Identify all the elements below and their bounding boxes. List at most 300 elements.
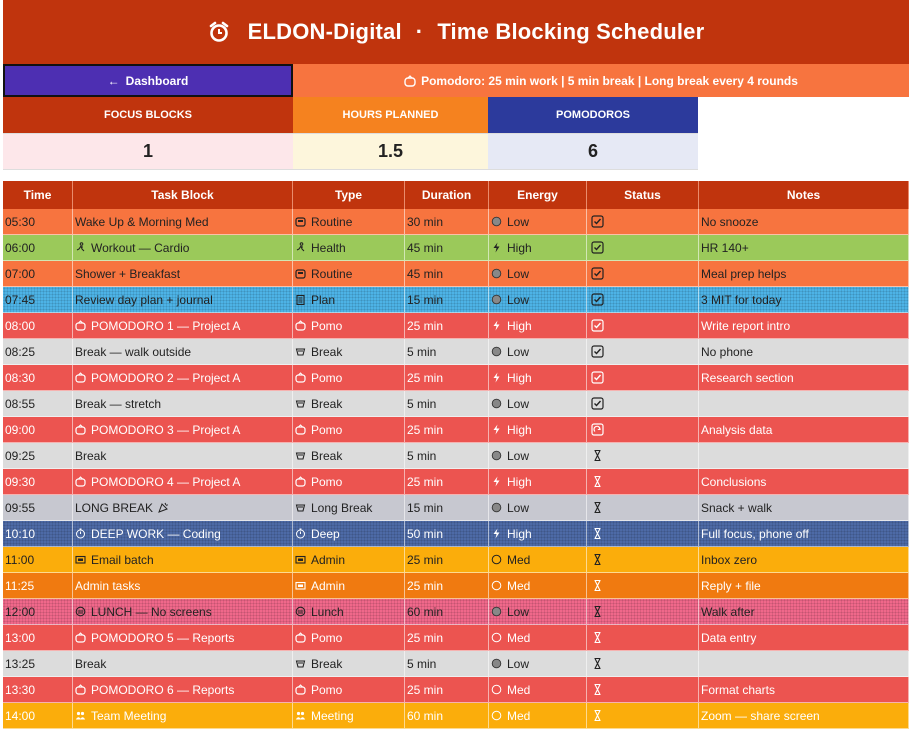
- cell-energy[interactable]: [489, 651, 587, 677]
- cell-task-block[interactable]: [73, 287, 293, 313]
- cell-task-block[interactable]: [73, 651, 293, 677]
- cell-time[interactable]: [3, 547, 73, 573]
- cell-status[interactable]: [587, 339, 699, 365]
- cell-energy[interactable]: [489, 599, 587, 625]
- type-value: Plan: [311, 292, 336, 307]
- cell-time[interactable]: [3, 391, 73, 417]
- task-value: POMODORO 4 — Project A: [91, 474, 241, 489]
- table-row[interactable]: [3, 365, 909, 391]
- cell-duration[interactable]: [405, 287, 489, 313]
- cell-duration[interactable]: [405, 547, 489, 573]
- cell-notes[interactable]: [699, 547, 909, 573]
- cell-type[interactable]: [293, 677, 405, 703]
- cell-status[interactable]: [587, 391, 699, 417]
- duration-value: 25 min: [407, 552, 444, 567]
- cell-status[interactable]: [587, 469, 699, 495]
- status-pending-icon[interactable]: [591, 475, 604, 488]
- tomato-icon: [295, 320, 306, 331]
- table-row[interactable]: [3, 209, 909, 235]
- task-value: POMODORO 2 — Project A: [91, 370, 241, 385]
- status-done-icon[interactable]: [591, 345, 604, 358]
- time-value: 07:45: [5, 292, 36, 307]
- cell-notes[interactable]: [699, 443, 909, 469]
- cell-duration[interactable]: [405, 521, 489, 547]
- cell-status[interactable]: [587, 287, 699, 313]
- duration-value: 5 min: [407, 448, 437, 463]
- notes-value: Write report intro: [701, 318, 791, 333]
- duration-value: 25 min: [407, 422, 444, 437]
- cell-type[interactable]: [293, 469, 405, 495]
- cell-energy[interactable]: [489, 625, 587, 651]
- cell-status[interactable]: [587, 651, 699, 677]
- cell-type[interactable]: [293, 625, 405, 651]
- status-pending-icon[interactable]: [591, 553, 604, 566]
- status-pending-icon[interactable]: [591, 501, 604, 514]
- energy-value: Low: [507, 344, 530, 359]
- time-value: 13:30: [5, 682, 36, 697]
- time-value: 08:55: [5, 396, 36, 411]
- time-value: 07:00: [5, 266, 36, 281]
- status-pending-icon[interactable]: [591, 449, 604, 462]
- energy-value: Low: [507, 214, 530, 229]
- task-value: LUNCH — No screens: [91, 604, 212, 619]
- table-row[interactable]: [3, 287, 909, 313]
- task-value: POMODORO 1 — Project A: [91, 318, 241, 333]
- time-value: 13:00: [5, 630, 36, 645]
- cell-duration[interactable]: [405, 495, 489, 521]
- cell-notes[interactable]: [699, 625, 909, 651]
- column-header-energy[interactable]: Energy: [489, 181, 587, 209]
- cell-status[interactable]: [587, 443, 699, 469]
- cell-time[interactable]: [3, 677, 73, 703]
- cell-energy[interactable]: [489, 469, 587, 495]
- type-value: Pomo: [311, 474, 343, 489]
- ring-icon: [491, 684, 502, 695]
- cell-duration[interactable]: [405, 625, 489, 651]
- task-value: POMODORO 3 — Project A: [91, 422, 241, 437]
- bolt-icon: [491, 372, 502, 383]
- cell-duration[interactable]: [405, 339, 489, 365]
- cell-task-block[interactable]: [73, 469, 293, 495]
- type-value: Admin: [311, 552, 346, 567]
- cell-duration[interactable]: [405, 313, 489, 339]
- cell-duration[interactable]: [405, 599, 489, 625]
- cell-task-block[interactable]: [73, 261, 293, 287]
- cell-type[interactable]: [293, 365, 405, 391]
- energy-value: Med: [507, 578, 531, 593]
- stopwatch-icon: [75, 528, 86, 539]
- circle-icon: [491, 346, 502, 357]
- cell-time[interactable]: [3, 339, 73, 365]
- cell-task-block[interactable]: [73, 703, 293, 729]
- envelope-icon: [75, 554, 86, 565]
- tomato-icon: [295, 632, 306, 643]
- status-done-icon[interactable]: [591, 397, 604, 410]
- cell-task-block[interactable]: [73, 313, 293, 339]
- cell-energy[interactable]: [489, 261, 587, 287]
- cell-notes[interactable]: [699, 417, 909, 443]
- cell-notes[interactable]: [699, 573, 909, 599]
- table-row[interactable]: [3, 391, 909, 417]
- task-value: Break: [75, 448, 107, 463]
- back-arrow-icon: ←: [107, 73, 120, 88]
- table-row[interactable]: [3, 703, 909, 729]
- cell-status[interactable]: [587, 261, 699, 287]
- duration-value: 45 min: [407, 240, 444, 255]
- tomato-icon: [75, 632, 86, 643]
- table-row[interactable]: [3, 651, 909, 677]
- cell-time[interactable]: [3, 261, 73, 287]
- cell-duration[interactable]: [405, 677, 489, 703]
- cell-notes[interactable]: [699, 469, 909, 495]
- time-value: 08:00: [5, 318, 36, 333]
- time-value: 12:00: [5, 604, 36, 619]
- bolt-icon: [491, 320, 502, 331]
- cell-type[interactable]: [293, 339, 405, 365]
- cell-type[interactable]: [293, 417, 405, 443]
- task-value: POMODORO 5 — Reports: [91, 630, 235, 645]
- cell-type[interactable]: [293, 443, 405, 469]
- column-header-notes[interactable]: Notes: [699, 181, 909, 209]
- time-value: 10:10: [5, 526, 36, 541]
- cell-type[interactable]: [293, 573, 405, 599]
- task-value: Team Meeting: [91, 708, 167, 723]
- table-row[interactable]: [3, 469, 909, 495]
- duration-value: 5 min: [407, 656, 437, 671]
- cell-energy[interactable]: [489, 703, 587, 729]
- cell-duration[interactable]: [405, 573, 489, 599]
- cell-task-block[interactable]: [73, 209, 293, 235]
- table-row[interactable]: [3, 547, 909, 573]
- cell-type[interactable]: [293, 287, 405, 313]
- cell-status[interactable]: [587, 677, 699, 703]
- cell-task-block[interactable]: [73, 547, 293, 573]
- pomodoro-info-bar: [293, 64, 909, 97]
- notes-value: Analysis data: [701, 422, 773, 437]
- cell-task-block[interactable]: [73, 443, 293, 469]
- envelope-icon: [295, 580, 306, 591]
- cell-energy[interactable]: [489, 521, 587, 547]
- type-value: Routine: [311, 266, 353, 281]
- cell-duration[interactable]: [405, 391, 489, 417]
- duration-value: 5 min: [407, 396, 437, 411]
- cell-status[interactable]: [587, 521, 699, 547]
- time-value: 09:00: [5, 422, 36, 437]
- type-value: Deep: [311, 526, 340, 541]
- cell-duration[interactable]: [405, 365, 489, 391]
- type-value: Pomo: [311, 682, 343, 697]
- table-row[interactable]: [3, 313, 909, 339]
- circle-icon: [491, 294, 502, 305]
- cell-energy[interactable]: [489, 287, 587, 313]
- cell-energy[interactable]: [489, 339, 587, 365]
- table-row[interactable]: [3, 521, 909, 547]
- cell-notes[interactable]: [699, 677, 909, 703]
- cell-time[interactable]: [3, 573, 73, 599]
- cell-status[interactable]: [587, 235, 699, 261]
- table-row[interactable]: [3, 495, 909, 521]
- kpi-label-pomodoros: POMODOROS: [488, 97, 698, 133]
- cell-time[interactable]: [3, 209, 73, 235]
- status-pending-icon[interactable]: [591, 631, 604, 644]
- kpi-label-focus-blocks: FOCUS BLOCKS: [3, 97, 293, 133]
- energy-value: Med: [507, 708, 531, 723]
- cell-duration[interactable]: [405, 235, 489, 261]
- type-value: Pomo: [311, 318, 343, 333]
- cell-time[interactable]: [3, 287, 73, 313]
- cell-task-block[interactable]: [73, 677, 293, 703]
- task-value: Shower + Breakfast: [75, 266, 181, 281]
- cell-task-block[interactable]: [73, 521, 293, 547]
- pomodoro-info-text: Pomodoro: 25 min work | 5 min break | Long break every 4 rounds: [421, 73, 798, 88]
- cell-time[interactable]: [3, 443, 73, 469]
- cell-status[interactable]: [587, 313, 699, 339]
- cell-notes[interactable]: [699, 339, 909, 365]
- cell-energy[interactable]: [489, 209, 587, 235]
- cell-task-block[interactable]: [73, 573, 293, 599]
- column-header-task-block[interactable]: Task Block: [73, 181, 293, 209]
- cell-notes[interactable]: [699, 365, 909, 391]
- cell-duration[interactable]: [405, 417, 489, 443]
- cell-task-block[interactable]: [73, 235, 293, 261]
- status-pending-icon[interactable]: [591, 579, 604, 592]
- status-pending-icon[interactable]: [591, 657, 604, 670]
- cell-type[interactable]: [293, 599, 405, 625]
- cell-type[interactable]: [293, 547, 405, 573]
- energy-value: High: [507, 526, 532, 541]
- energy-value: Med: [507, 552, 531, 567]
- table-row[interactable]: [3, 235, 909, 261]
- energy-value: Low: [507, 292, 530, 307]
- type-value: Long Break: [311, 500, 373, 515]
- cell-type[interactable]: [293, 391, 405, 417]
- cell-energy[interactable]: [489, 547, 587, 573]
- cell-time[interactable]: [3, 365, 73, 391]
- cell-task-block[interactable]: [73, 495, 293, 521]
- cell-status[interactable]: [587, 495, 699, 521]
- cell-status[interactable]: [587, 417, 699, 443]
- table-row[interactable]: [3, 443, 909, 469]
- cell-status[interactable]: [587, 625, 699, 651]
- cell-type[interactable]: [293, 703, 405, 729]
- duration-value: 25 min: [407, 474, 444, 489]
- cell-notes[interactable]: [699, 651, 909, 677]
- kpi-value-hours-planned: 1.5: [293, 133, 488, 170]
- cell-status[interactable]: [587, 599, 699, 625]
- party-icon: [158, 502, 169, 513]
- status-done-icon[interactable]: [591, 293, 604, 306]
- duration-value: 50 min: [407, 526, 444, 541]
- cell-status[interactable]: [587, 573, 699, 599]
- cell-notes[interactable]: [699, 313, 909, 339]
- cell-status[interactable]: [587, 703, 699, 729]
- table-row[interactable]: [3, 625, 909, 651]
- duration-value: 25 min: [407, 630, 444, 645]
- cell-duration[interactable]: [405, 469, 489, 495]
- cell-notes[interactable]: [699, 521, 909, 547]
- status-pending-icon[interactable]: [591, 709, 604, 722]
- time-value: 11:25: [5, 578, 35, 593]
- cell-type[interactable]: [293, 495, 405, 521]
- time-value: 08:30: [5, 370, 36, 385]
- time-value: 09:25: [5, 448, 36, 463]
- cell-time[interactable]: [3, 235, 73, 261]
- cell-notes[interactable]: [699, 391, 909, 417]
- kpi-label-hours-planned: HOURS PLANNED: [293, 97, 488, 133]
- column-header-duration[interactable]: Duration: [405, 181, 489, 209]
- cell-time[interactable]: [3, 625, 73, 651]
- cell-energy[interactable]: [489, 391, 587, 417]
- ring-icon: [491, 580, 502, 591]
- envelope-icon: [295, 554, 306, 565]
- cell-energy[interactable]: [489, 313, 587, 339]
- table-row[interactable]: [3, 417, 909, 443]
- cell-type[interactable]: [293, 235, 405, 261]
- tomato-icon: [295, 476, 306, 487]
- cell-task-block[interactable]: [73, 391, 293, 417]
- duration-value: 45 min: [407, 266, 444, 281]
- task-value: Break: [75, 656, 107, 671]
- column-header-type[interactable]: Type: [293, 181, 405, 209]
- energy-value: Med: [507, 682, 531, 697]
- notes-value: No phone: [701, 344, 754, 359]
- cell-notes[interactable]: [699, 235, 909, 261]
- energy-value: Low: [507, 604, 530, 619]
- cell-energy[interactable]: [489, 235, 587, 261]
- cell-time[interactable]: [3, 599, 73, 625]
- cell-energy[interactable]: [489, 365, 587, 391]
- people-icon: [75, 710, 86, 721]
- circle-icon: [491, 398, 502, 409]
- type-value: Break: [311, 656, 343, 671]
- dashboard-button-label: Dashboard: [125, 73, 189, 88]
- app-banner: [3, 0, 909, 64]
- cup-icon: [295, 450, 306, 461]
- cell-type[interactable]: [293, 521, 405, 547]
- cell-status[interactable]: [587, 547, 699, 573]
- energy-value: Low: [507, 656, 530, 671]
- cell-duration[interactable]: [405, 443, 489, 469]
- kpi-value-pomodoros: 6: [488, 133, 698, 170]
- table-row[interactable]: [3, 339, 909, 365]
- dashboard-button[interactable]: [3, 64, 293, 97]
- status-pending-icon[interactable]: [591, 683, 604, 696]
- cell-notes[interactable]: [699, 287, 909, 313]
- cell-energy[interactable]: [489, 495, 587, 521]
- bowl-icon: [75, 606, 86, 617]
- cell-task-block[interactable]: [73, 599, 293, 625]
- cell-task-block[interactable]: [73, 625, 293, 651]
- task-value: DEEP WORK — Coding: [91, 526, 221, 541]
- cell-energy[interactable]: [489, 677, 587, 703]
- cell-duration[interactable]: [405, 703, 489, 729]
- duration-value: 25 min: [407, 318, 444, 333]
- notes-value: Conclusions: [701, 474, 767, 489]
- cell-time[interactable]: [3, 651, 73, 677]
- cell-time[interactable]: [3, 313, 73, 339]
- cell-time[interactable]: [3, 469, 73, 495]
- status-done-icon[interactable]: [591, 319, 604, 332]
- column-header-status[interactable]: Status: [587, 181, 699, 209]
- ring-icon: [491, 554, 502, 565]
- cell-type[interactable]: [293, 313, 405, 339]
- time-value: 09:30: [5, 474, 36, 489]
- status-in-progress-icon[interactable]: [591, 423, 604, 436]
- task-value: Workout — Cardio: [91, 240, 190, 255]
- people-icon: [295, 710, 306, 721]
- cell-duration[interactable]: [405, 261, 489, 287]
- cell-task-block[interactable]: [73, 339, 293, 365]
- time-value: 08:25: [5, 344, 36, 359]
- table-row[interactable]: [3, 573, 909, 599]
- status-done-icon[interactable]: [591, 215, 604, 228]
- status-pending-icon[interactable]: [591, 527, 604, 540]
- cell-time[interactable]: [3, 495, 73, 521]
- time-value: 09:55: [5, 500, 36, 515]
- cell-energy[interactable]: [489, 417, 587, 443]
- table-row[interactable]: [3, 261, 909, 287]
- cell-notes[interactable]: [699, 261, 909, 287]
- table-row[interactable]: [3, 599, 909, 625]
- status-done-icon[interactable]: [591, 241, 604, 254]
- cell-energy[interactable]: [489, 443, 587, 469]
- cell-notes[interactable]: [699, 703, 909, 729]
- cell-type[interactable]: [293, 651, 405, 677]
- cell-status[interactable]: [587, 365, 699, 391]
- cup-icon: [295, 346, 306, 357]
- cell-duration[interactable]: [405, 651, 489, 677]
- status-pending-icon[interactable]: [591, 605, 604, 618]
- notes-value: 3 MIT for today: [701, 292, 782, 307]
- status-done-icon[interactable]: [591, 371, 604, 384]
- cell-time[interactable]: [3, 521, 73, 547]
- cell-notes[interactable]: [699, 209, 909, 235]
- cell-time[interactable]: [3, 417, 73, 443]
- cell-type[interactable]: [293, 261, 405, 287]
- duration-value: 25 min: [407, 682, 444, 697]
- energy-value: Low: [507, 396, 530, 411]
- notes-value: Data entry: [701, 630, 757, 645]
- notes-value: Research section: [701, 370, 794, 385]
- circle-icon: [491, 450, 502, 461]
- circle-icon: [491, 268, 502, 279]
- cell-type[interactable]: [293, 209, 405, 235]
- duration-value: 60 min: [407, 708, 444, 723]
- cell-energy[interactable]: [489, 573, 587, 599]
- tomato-icon: [295, 372, 306, 383]
- cup-icon: [295, 658, 306, 669]
- app-subtitle: Time Blocking Scheduler: [437, 19, 705, 44]
- notes-value: Full focus, phone off: [701, 526, 809, 541]
- cell-notes[interactable]: [699, 495, 909, 521]
- energy-value: High: [507, 422, 532, 437]
- column-header-time[interactable]: Time: [3, 181, 73, 209]
- table-row[interactable]: [3, 677, 909, 703]
- cell-notes[interactable]: [699, 599, 909, 625]
- ring-icon: [491, 710, 502, 721]
- cell-task-block[interactable]: [73, 365, 293, 391]
- status-done-icon[interactable]: [591, 267, 604, 280]
- tomato-icon: [295, 424, 306, 435]
- energy-value: High: [507, 318, 532, 333]
- notes-value: HR 140+: [701, 240, 749, 255]
- cell-time[interactable]: [3, 703, 73, 729]
- cell-duration[interactable]: [405, 209, 489, 235]
- run-icon: [75, 242, 86, 253]
- cell-task-block[interactable]: [73, 417, 293, 443]
- cell-status[interactable]: [587, 209, 699, 235]
- bowl-icon: [295, 606, 306, 617]
